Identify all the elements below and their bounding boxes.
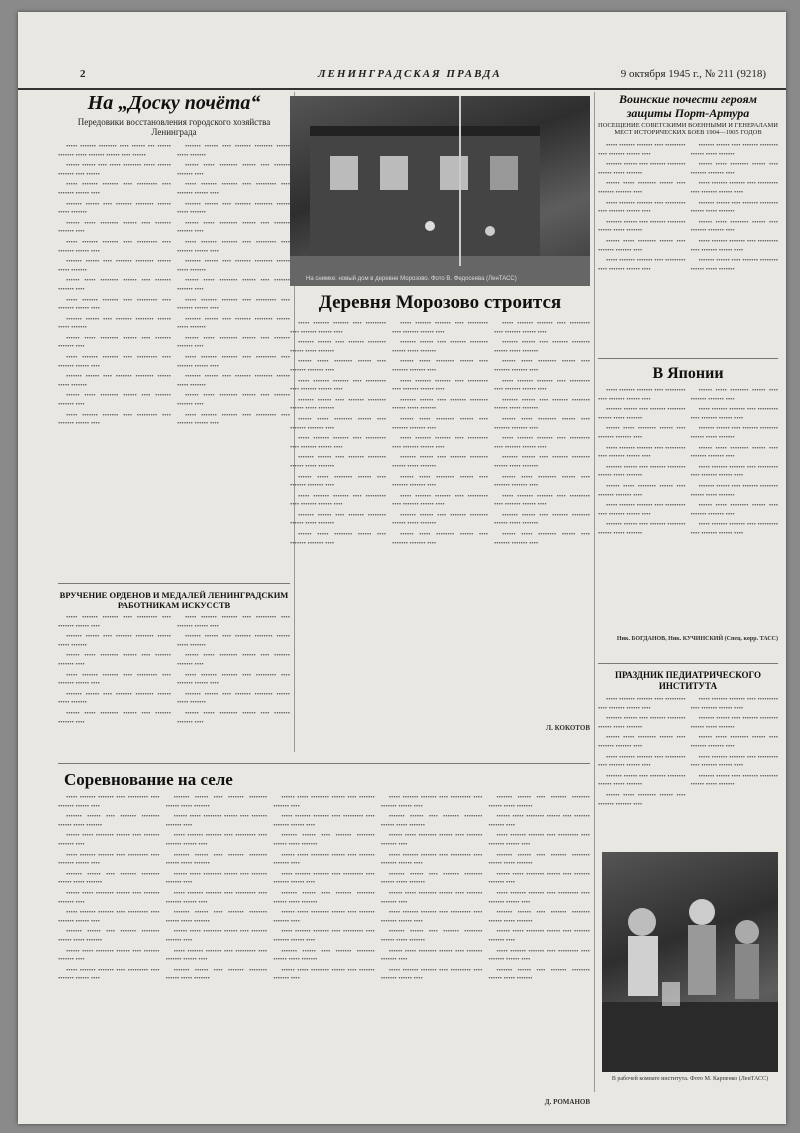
village-house-image bbox=[290, 96, 590, 286]
newspaper-page bbox=[18, 12, 786, 1124]
port-arthur-subtitle: ПОСЕЩЕНИЕ СОВЕТСКИМИ ВОЕННЫМИ И ГЕНЕРАЛАМИ МЕСТ ИСТОРИЧЕСКИХ БОЕВ 1904—1905 ГОДОВ bbox=[598, 122, 778, 136]
japan-author: Ник. БОГДАНОВ, Ник. КУЧИНСКИЙ (Спец. корр. ТАСС) bbox=[616, 636, 778, 642]
doska-subtitle: Передовики восстановления городского хозяйства Ленинграда bbox=[77, 117, 271, 137]
japan-title: В Японии bbox=[652, 365, 724, 382]
pediatric-body: ••••• ••••••• ••••••• •••• ••••••••• •••• ••••••• •••••• •••• ••••••• •••••• •••• ••••••• •••••••• •••••• ••••• ••••••• •••••• ••••• •••••••• •••••• •••• ••••••• ••••••• •••• ••••• ••••••• ••••••• •••• ••••••••• •••• ••••••• •••••• •••• ••••••• •••••• •••• ••••••• •••••••• •••••• ••••• ••••••• •••••• ••••• •••••••• •••••• •••• ••••••• ••••••• •••• ••••• ••••••• ••••••• •••• ••••••••• •••• ••••••• •••••• •••• ••••••• •••••• •••• ••••••• •••••••• •••••• ••••• ••••••• •••••• ••••• •••••••• •••••• •••• ••••••• ••••••• •••• ••••• ••••••• ••••••• •••• ••••••••• •••• ••••••• •••••• •••• ••••••• •••••• •••• ••••••• •••••••• •••••• ••••• ••••••• bbox=[598, 696, 778, 808]
japan-body: ••••• ••••••• ••••••• •••• ••••••••• •••• ••••••• •••••• •••• ••••••• •••••• •••• ••••••• •••••••• •••••• ••••• ••••••• •••••• ••••• •••••••• •••••• •••• ••••••• ••••••• •••• ••••• ••••••• ••••••• •••• ••••••••• •••• ••••••• •••••• •••• ••••••• •••••• •••• ••••••• •••••••• •••••• ••••• ••••••• •••••• ••••• •••••••• •••••• •••• ••••••• ••••••• •••• ••••• ••••••• ••••••• •••• ••••••••• •••• ••••••• •••••• •••• ••••••• •••••• •••• ••••••• •••••••• •••••• ••••• ••••••• •••••• ••••• •••••••• •••••• •••• ••••••• ••••••• •••• ••••• ••••••• ••••••• •••• ••••••••• •••• ••••••• •••••• •••• ••••••• •••••• •••• ••••••• •••••••• •••••• ••••• ••••••• •••••• ••••• •••••••• •••••• •••• ••••••• ••••••• •••• ••••• ••••••• ••••••• •••• ••••••••• •••• ••••••• •••••• •••• ••••••• •••••• •••• ••••••• •••••••• •••••• ••••• ••••••• •••••• ••••• •••••••• •••••• •••• ••••••• ••••••• •••• ••••• ••••••• ••••••• •••• ••••••••• •••• ••••••• •••••• •••• bbox=[598, 387, 778, 537]
lab-scene-image bbox=[602, 852, 778, 1072]
issue-date: 9 октября 1945 г., № 211 (9218) bbox=[620, 68, 766, 80]
competition-body: ••••• ••••••• ••••••• •••• ••••••••• •••• ••••••• •••••• •••• ••••••• •••••• •••• ••••••• •••••••• •••••• ••••• ••••••• •••••• ••••• •••••••• •••••• •••• ••••••• ••••••• •••• ••••• ••••••• ••••••• •••• ••••••••• •••• ••••••• •••••• •••• ••••••• •••••• •••• ••••••• •••••••• •••••• ••••• ••••••• •••••• ••••• •••••••• •••••• •••• ••••••• ••••••• •••• ••••• ••••••• ••••••• •••• ••••••••• •••• ••••••• •••••• •••• ••••••• •••••• •••• ••••••• •••••••• •••••• ••••• ••••••• •••••• ••••• •••••••• •••••• •••• ••••••• ••••••• •••• ••••• ••••••• ••••••• •••• ••••••••• •••• ••••••• •••••• •••• ••••••• •••••• •••• ••••••• •••••••• •••••• ••••• ••••••• •••••• ••••• •••••••• •••••• •••• ••••••• ••••••• •••• ••••• ••••••• ••••••• •••• ••••••••• •••• ••••••• •••••• •••• ••••••• •••••• •••• ••••••• •••••••• •••••• ••••• ••••••• •••••• ••••• •••••••• •••••• •••• ••••••• ••••••• •••• ••••• ••••••• ••••••• •••• ••••••••• •••• ••••••• •••••• •••• ••••••• •••••• •••• ••••••• •••••••• •••••• ••••• ••••••• •••••• ••••• •••••••• •••••• •••• ••••••• ••••••• •••• ••••• ••••••• ••••••• •••• ••••••••• •••• ••••••• •••••• •••• ••••••• •••••• •••• ••••••• •••••••• •••••• ••••• ••••••• •••••• ••••• •••••••• •••••• •••• ••••••• ••••••• •••• ••••• ••••••• ••••••• •••• ••••••••• •••• ••••••• •••••• •••• ••••••• •••••• •••• ••••••• •••••••• •••••• ••••• ••••••• •••••• ••••• •••••••• •••••• •••• ••••••• ••••••• •••• ••••• ••••••• ••••••• •••• ••••••••• •••• ••••••• •••••• •••• ••••••• •••••• •••• ••••••• •••••••• •••••• ••••• ••••••• •••••• ••••• •••••••• •••••• •••• ••••••• ••••••• •••• ••••• ••••••• ••••••• •••• ••••••••• •••• ••••••• •••••• •••• ••••••• •••••• •••• ••••••• •••••••• •••••• ••••• ••••••• •••••• ••••• •••••••• •••••• •••• ••••••• ••••••• •••• ••••• ••••••• ••••••• •••• ••••••••• •••• ••••••• •••••• •••• ••••••• •••••• •••• ••••••• •••••••• •••••• ••••• ••••••• •••••• ••••• •••••••• •••••• •••• ••••••• ••••••• •••• ••••• ••••••• ••••••• •••• ••••••••• •••• ••••••• •••••• •••• ••••••• •••••• •••• ••••••• •••••••• •••••• ••••• ••••••• •••••• ••••• •••••••• •••••• •••• ••••••• ••••••• •••• ••••• ••••••• ••••••• •••• ••••••••• •••• ••••••• •••••• •••• ••••••• •••••• •••• ••••••• •••••••• •••••• ••••• ••••••• •••••• ••••• •••••••• •••••• •••• ••••••• ••••••• •••• ••••• ••••••• ••••••• •••• ••••••••• •••• ••••••• •••••• •••• ••••••• •••••• •••• ••••••• •••••••• •••••• ••••• ••••••• •••••• ••••• •••••••• •••••• •••• ••••••• ••••••• •••• ••••• ••••••• ••••••• •••• ••••••••• •••• ••••••• •••••• •••• ••••••• •••••• •••• ••••••• •••••••• •••••• ••••• ••••••• •••••• ••••• •••••••• •••••• •••• ••••••• ••••••• •••• ••••• ••••••• ••••••• •••• ••••••••• •••• ••••••• •••••• •••• ••••••• •••••• •••• ••••••• •••••••• •••••• ••••• ••••••• •••••• ••••• •••••••• •••••• •••• ••••••• ••••••• •••• ••••• ••••••• ••••••• •••• ••••••••• •••• ••••••• •••••• •••• ••••••• •••••• •••• ••••••• •••••••• •••••• ••••• ••••••• bbox=[58, 794, 590, 983]
competition-author: Д. РОМАНОВ bbox=[544, 1098, 590, 1106]
port-arthur-article bbox=[598, 92, 778, 347]
page-header bbox=[18, 64, 786, 90]
pediatric-title: ПРАЗДНИК ПЕДИАТРИЧЕСКОГО ИНСТИТУТА bbox=[614, 670, 762, 691]
masthead: ЛЕНИНГРАДСКАЯ ПРАВДА bbox=[318, 68, 502, 80]
pediatric-article bbox=[598, 657, 778, 852]
village-photo-caption: На снимке: новый дом в деревне Морозово. Фото В. Федосеева (ЛенТАСС) bbox=[306, 276, 517, 282]
awards-title: ВРУЧЕНИЕ ОРДЕНОВ И МЕДАЛЕЙ ЛЕНИНГРАДСКИМ РАБОТНИКАМ ИСКУССТВ bbox=[59, 590, 289, 610]
awards-article bbox=[58, 577, 290, 752]
doska-title: На „Доску почёта“ bbox=[87, 92, 261, 114]
village-title: Деревня Морозово строится bbox=[318, 292, 562, 313]
page-number: 2 bbox=[80, 68, 86, 80]
awards-body: ••••• ••••••• ••••••• •••• ••••••••• •••• ••••••• •••••• •••• ••••••• •••••• •••• ••••••• •••••••• •••••• ••••• ••••••• •••••• ••••• •••••••• •••••• •••• ••••••• ••••••• •••• ••••• ••••••• ••••••• •••• ••••••••• •••• ••••••• •••••• •••• ••••••• •••••• •••• ••••••• •••••••• •••••• ••••• ••••••• •••••• ••••• •••••••• •••••• •••• ••••••• ••••••• •••• ••••• ••••••• ••••••• •••• ••••••••• •••• ••••••• •••••• •••• ••••••• •••••• •••• ••••••• •••••••• •••••• ••••• ••••••• •••••• ••••• •••••••• •••••• •••• ••••••• ••••••• •••• ••••• ••••••• ••••••• •••• ••••••••• •••• ••••••• •••••• •••• ••••••• •••••• •••• ••••••• •••••••• •••••• ••••• ••••••• •••••• ••••• •••••••• •••••• •••• ••••••• ••••••• •••• bbox=[58, 614, 290, 726]
port-arthur-title: Воинские почести героям защиты Порт-Артура bbox=[619, 92, 757, 120]
doska-article bbox=[58, 92, 290, 572]
japan-article bbox=[598, 352, 778, 652]
doska-body: ••••• ••••••• •••••••• •••• •••••• ••• •••••• ••••••• ••••• ••••••• •••••• •••• •••••• •••••• •••••• •••• ••••• •••••••• ••••• •••••• ••••••• •••• •••••• ••••• ••••••• ••••••• •••• ••••••••• •••• ••••••• •••••• •••• ••••••• •••••• •••• ••••••• •••••••• •••••• ••••• ••••••• •••••• ••••• •••••••• •••••• •••• ••••••• ••••••• •••• ••••• ••••••• ••••••• •••• ••••••••• •••• ••••••• •••••• •••• ••••••• •••••• •••• ••••••• •••••••• •••••• ••••• ••••••• •••••• ••••• •••••••• •••••• •••• ••••••• ••••••• •••• ••••• ••••••• ••••••• •••• ••••••••• •••• ••••••• •••••• •••• ••••••• •••••• •••• ••••••• •••••••• •••••• ••••• ••••••• •••••• ••••• •••••••• •••••• •••• ••••••• ••••••• •••• ••••• ••••••• ••••••• •••• ••••••••• •••• ••••••• •••••• •••• ••••••• •••••• •••• ••••••• •••••••• •••••• ••••• ••••••• •••••• ••••• •••••••• •••••• •••• ••••••• ••••••• •••• ••••• ••••••• ••••••• •••• ••••••••• •••• ••••••• •••••• •••• ••••••• •••••• •••• ••••••• •••••••• •••••• ••••• ••••••• •••••• ••••• •••••••• •••••• •••• ••••••• ••••••• •••• ••••• ••••••• ••••••• •••• ••••••••• •••• ••••••• •••••• •••• ••••••• •••••• •••• ••••••• •••••••• •••••• ••••• ••••••• •••••• ••••• •••••••• •••••• •••• ••••••• ••••••• •••• ••••• ••••••• ••••••• •••• ••••••••• •••• ••••••• •••••• •••• ••••••• •••••• •••• ••••••• •••••••• •••••• ••••• ••••••• •••••• ••••• •••••••• •••••• •••• ••••••• ••••••• •••• ••••• ••••••• ••••••• •••• ••••••••• •••• ••••••• •••••• •••• ••••••• •••••• •••• ••••••• •••••••• •••••• ••••• ••••••• •••••• ••••• •••••••• •••••• •••• ••••••• ••••••• •••• ••••• ••••••• ••••••• •••• ••••••••• •••• ••••••• •••••• •••• ••••••• •••••• •••• ••••••• •••••••• •••••• ••••• ••••••• •••••• ••••• •••••••• •••••• •••• ••••••• ••••••• •••• ••••• ••••••• ••••••• •••• ••••••••• •••• ••••••• •••••• •••• bbox=[58, 143, 290, 428]
competition-article bbox=[58, 757, 590, 1107]
competition-title: Соревнование на селе bbox=[64, 770, 233, 789]
village-article bbox=[290, 292, 590, 752]
village-body: ••••• ••••••• ••••••• •••• ••••••••• •••• ••••••• •••••• •••• ••••••• •••••• •••• ••••••• •••••••• •••••• ••••• ••••••• •••••• ••••• •••••••• •••••• •••• ••••••• ••••••• •••• ••••• ••••••• ••••••• •••• ••••••••• •••• ••••••• •••••• •••• ••••••• •••••• •••• ••••••• •••••••• •••••• ••••• ••••••• •••••• ••••• •••••••• •••••• •••• ••••••• ••••••• •••• ••••• ••••••• ••••••• •••• ••••••••• •••• ••••••• •••••• •••• ••••••• •••••• •••• ••••••• •••••••• •••••• ••••• ••••••• •••••• ••••• •••••••• •••••• •••• ••••••• ••••••• •••• ••••• ••••••• ••••••• •••• ••••••••• •••• ••••••• •••••• •••• ••••••• •••••• •••• ••••••• •••••••• •••••• ••••• ••••••• •••••• ••••• •••••••• •••••• •••• ••••••• ••••••• •••• ••••• ••••••• ••••••• •••• ••••••••• •••• ••••••• •••••• •••• ••••••• •••••• •••• ••••••• •••••••• •••••• ••••• ••••••• •••••• ••••• •••••••• •••••• •••• ••••••• ••••••• •••• ••••• ••••••• ••••••• •••• ••••••••• •••• ••••••• •••••• •••• ••••••• •••••• •••• ••••••• •••••••• •••••• ••••• ••••••• •••••• ••••• •••••••• •••••• •••• ••••••• ••••••• •••• ••••• ••••••• ••••••• •••• ••••••••• •••• ••••••• •••••• •••• ••••••• •••••• •••• ••••••• •••••••• •••••• ••••• ••••••• •••••• ••••• •••••••• •••••• •••• ••••••• ••••••• •••• ••••• ••••••• ••••••• •••• ••••••••• •••• ••••••• •••••• •••• ••••••• •••••• •••• ••••••• •••••••• •••••• ••••• ••••••• •••••• ••••• •••••••• •••••• •••• ••••••• ••••••• •••• ••••• ••••••• ••••••• •••• ••••••••• •••• ••••••• •••••• •••• ••••••• •••••• •••• ••••••• •••••••• •••••• ••••• ••••••• •••••• ••••• •••••••• •••••• •••• ••••••• ••••••• •••• ••••• ••••••• ••••••• •••• ••••••••• •••• ••••••• •••••• •••• ••••••• •••••• •••• ••••••• •••••••• •••••• ••••• ••••••• •••••• ••••• •••••••• •••••• •••• ••••••• ••••••• •••• ••••• ••••••• ••••••• •••• ••••••••• •••• ••••••• •••••• •••• ••••••• •••••• •••• ••••••• •••••••• •••••• ••••• ••••••• •••••• ••••• •••••••• •••••• •••• ••••••• ••••••• •••• ••••• ••••••• ••••••• •••• ••••••••• •••• ••••••• •••••• •••• ••••••• •••••• •••• ••••••• •••••••• •••••• ••••• ••••••• •••••• ••••• •••••••• •••••• •••• ••••••• ••••••• •••• bbox=[290, 320, 590, 547]
village-photo bbox=[290, 96, 590, 286]
pediatric-photo-caption: В рабочей комнате института. Фото М. Карпенко (ЛенТАСС) bbox=[611, 1076, 769, 1082]
port-arthur-body: ••••• ••••••• ••••••• •••• ••••••••• •••• ••••••• •••••• •••• ••••••• •••••• •••• ••••••• •••••••• •••••• ••••• ••••••• •••••• ••••• •••••••• •••••• •••• ••••••• ••••••• •••• ••••• ••••••• ••••••• •••• ••••••••• •••• ••••••• •••••• •••• ••••••• •••••• •••• ••••••• •••••••• •••••• ••••• ••••••• •••••• ••••• •••••••• •••••• •••• ••••••• ••••••• •••• ••••• ••••••• ••••••• •••• ••••••••• •••• ••••••• •••••• •••• ••••••• •••••• •••• ••••••• •••••••• •••••• ••••• ••••••• •••••• ••••• •••••••• •••••• •••• ••••••• ••••••• •••• ••••• ••••••• ••••••• •••• ••••••••• •••• ••••••• •••••• •••• ••••••• •••••• •••• ••••••• •••••••• •••••• ••••• ••••••• •••••• ••••• •••••••• •••••• •••• ••••••• ••••••• •••• ••••• ••••••• ••••••• •••• ••••••••• •••• ••••••• •••••• •••• ••••••• •••••• •••• ••••••• •••••••• •••••• ••••• ••••••• bbox=[598, 142, 778, 273]
village-author: Л. КОКОТОВ bbox=[545, 724, 590, 732]
pediatric-photo bbox=[602, 852, 778, 1072]
